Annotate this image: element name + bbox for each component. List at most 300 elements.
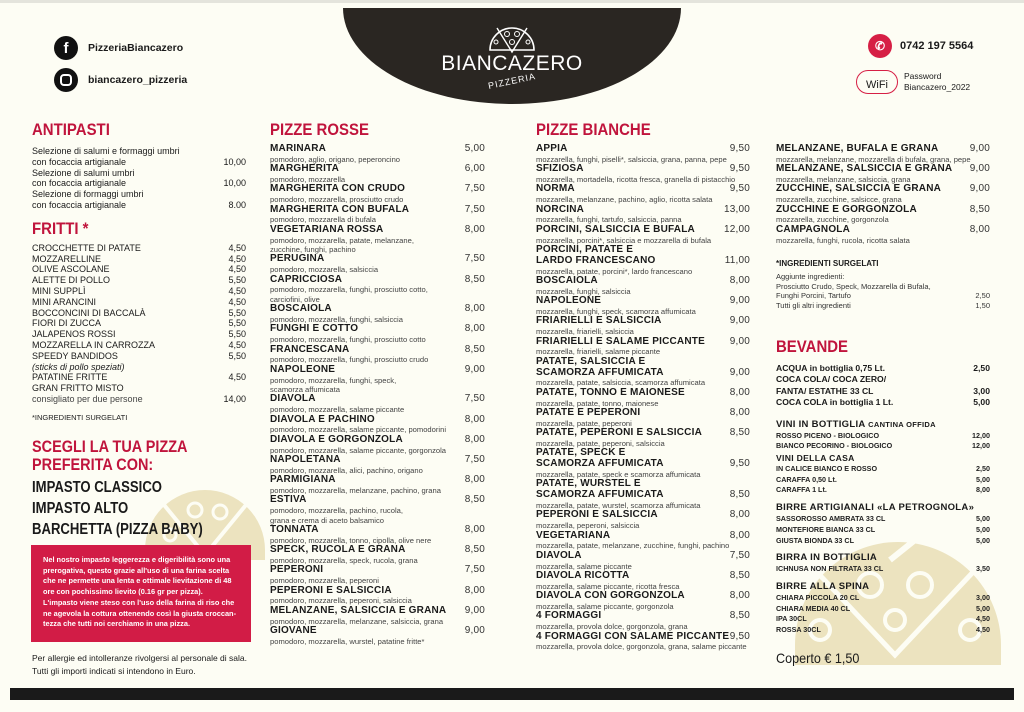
item-name: MOZZARELLA IN CARROZZA <box>32 339 156 350</box>
menu-item <box>776 301 990 311</box>
pizza-name-row <box>270 144 485 155</box>
pizza-ingredients: pomodoro, mozzarella, salame piccante, gorgonzola <box>270 445 447 455</box>
item-price: 4,50 <box>976 614 990 624</box>
pizza-ingredients: mozzarella, provola dolce, gorgonzola, grana, salame piccante <box>536 642 747 652</box>
pizza-name: NORMA <box>536 183 575 195</box>
pizza-name-row <box>776 164 990 175</box>
pizza-item <box>536 164 750 184</box>
pizza-name: MARGHERITA CON BUFALA <box>270 203 410 215</box>
menu-item <box>32 308 246 319</box>
pizza-name: BOSCAIOLA <box>536 275 598 287</box>
item-price: 12,00 <box>972 441 990 451</box>
pizza-item <box>536 510 750 530</box>
pizza-ingredients: pomodoro, mozzarella, funghi, prosciutto cotto, carciofini, olive <box>270 285 428 304</box>
antipasto-line1 <box>32 146 246 157</box>
pizza-name: SFIZIOSA <box>536 163 584 175</box>
menu-item <box>32 351 246 362</box>
item-name: CARAFFA 1 Lt. <box>776 485 827 495</box>
menu-item <box>776 475 990 486</box>
menu-item <box>32 394 246 405</box>
pizza-price: 9,00 <box>464 363 485 375</box>
item-price: 5,00 <box>976 524 990 534</box>
pizza-name-row <box>536 164 750 175</box>
instagram-link[interactable] <box>54 68 187 92</box>
pizza-item <box>536 296 750 316</box>
pizza-item <box>536 611 750 631</box>
pizza-name-row <box>270 565 485 576</box>
pizza-ingredients: pomodoro, mozzarella, alici, pachino, origano <box>270 465 423 475</box>
item-price: 5,50 <box>228 275 246 286</box>
pizza-name-row <box>536 296 750 307</box>
pizza-ingredients: pomodoro, mozzarella, patate, melanzane, zucchine, funghi, pachino <box>270 235 414 255</box>
pizza-ingredients: mozzarella, melanzane, pachino, aglio, ricotta salata <box>536 195 713 205</box>
dough-info-box: Nel nostro impasto leggerezza e digeribilità sono una prerogativa, questo grazie all'uso di una farina scelta che ne permette una lenta e ottimale lievitazione di 48 ore con pochissimo lievito (0.16 gr per pizza). L'impasto viene steso con l'uso della farina di riso che ne agevola la cottura ottenendo così la giusta croccan- tezza che tutti noi cerchiamo in una pizza. <box>31 545 251 642</box>
pizza-ingredients: pomodoro, aglio, origano, peperoncino <box>270 154 401 164</box>
menu-item <box>32 286 246 297</box>
wifi-icon <box>856 70 898 94</box>
frozen-note: *INGREDIENTI SURGELATI <box>32 412 128 422</box>
pizza-ingredients: mozzarella, patate, tonno, maionese <box>536 398 659 408</box>
pizza-name: DIAVOLA E PACHINO <box>270 413 375 425</box>
pizza-name-row <box>270 455 485 466</box>
pizza-price: 7,50 <box>464 253 485 265</box>
menu-item <box>32 372 246 383</box>
pizza-price: 8,00 <box>464 433 485 445</box>
antipasto-price: 10,00 <box>223 178 246 189</box>
item-name: MINI ARANCINI <box>32 296 97 307</box>
pizza-name-row <box>536 591 750 602</box>
menu-item <box>32 243 246 254</box>
pizza-item <box>536 276 750 296</box>
pizza-name: MARGHERITA CON CRUDO <box>270 183 406 195</box>
pizza-name-row <box>536 144 750 155</box>
pizza-name: ZUCCHINE, SALSICCIA E GRANA <box>776 183 942 195</box>
pizza-item <box>776 205 990 225</box>
pizza-price: 8,50 <box>464 544 485 556</box>
pizza-item <box>270 545 485 565</box>
pizza-name: PATATE, SALSICCIA E SCAMORZA AFFUMICATA <box>536 355 664 378</box>
antipasto-desc: con focaccia artigianale <box>32 199 127 210</box>
menu-item <box>776 441 990 452</box>
antipasto-desc: con focaccia artigianale <box>32 178 127 189</box>
pizza-name-row <box>270 435 485 446</box>
pizza-price: 9,00 <box>969 183 990 195</box>
pizza-name-row <box>270 606 485 617</box>
dough-option: IMPASTO CLASSICO <box>32 479 162 496</box>
pizza-item <box>776 225 990 245</box>
pizza-ingredients: mozzarella, patate, wurstel, scamorza affumicata <box>536 501 701 511</box>
pizza-price: 8,00 <box>464 524 485 536</box>
pizze-bianche-continued <box>776 144 990 310</box>
dough-option: BARCHETTA (PIZZA BABY) <box>32 521 203 538</box>
pizza-item <box>270 205 485 225</box>
pizza-item <box>270 415 485 435</box>
item-name: IPA 30CL <box>776 614 807 624</box>
pizze-rosse-title: PIZZE ROSSE <box>270 120 369 139</box>
pizza-name-row <box>270 205 485 216</box>
pizza-price: 8,00 <box>729 275 750 287</box>
pizza-item <box>536 591 750 611</box>
pizza-ingredients: mozzarella, porcini*, salsiccia e mozzarella di bufala <box>536 235 712 245</box>
item-name: OLIVE ASCOLANE <box>32 264 110 275</box>
item-name: CROCCHETTE DI PATATE <box>32 242 141 253</box>
pizza-item <box>776 144 990 164</box>
pizza-item <box>270 164 485 184</box>
pizza-item <box>536 316 750 336</box>
pizza-price: 8,00 <box>464 413 485 425</box>
pizza-name-row <box>536 316 750 327</box>
craft-beer-title: BIRRE ARTIGIANALI «LA PETROGNOLA» <box>776 502 975 514</box>
facebook-link[interactable] <box>54 36 183 60</box>
pizza-price: 9,00 <box>729 366 750 378</box>
pizza-item <box>270 365 485 395</box>
pizza-name-row <box>536 571 750 582</box>
pizza-item <box>270 525 485 545</box>
pizza-item <box>536 184 750 204</box>
pizza-item <box>536 571 750 591</box>
pizza-ingredients: pomodoro, mozzarella, pachino, rucola, grana e crema di aceto balsamico <box>270 506 403 525</box>
item-name: MINI SUPPLÌ <box>32 285 86 296</box>
phone-icon: ✆ <box>868 34 892 58</box>
menu-item <box>32 383 246 394</box>
pizza-price: 8,50 <box>969 203 990 215</box>
pizza-name: PEPERONI <box>270 564 324 576</box>
pizza-name-row <box>536 225 750 236</box>
pizza-name-row <box>270 586 485 597</box>
item-name: ACQUA in bottiglia 0,75 Lt. <box>776 363 886 373</box>
phone-link[interactable] <box>868 34 973 58</box>
pizza-ingredients: mozzarella, friarielli, salame piccante <box>536 347 661 357</box>
pizza-price: 9,50 <box>729 458 750 470</box>
menu-item <box>776 614 990 625</box>
menu-item <box>776 485 990 496</box>
pizza-name-row <box>270 365 485 376</box>
pizza-price: 5,00 <box>464 143 485 154</box>
item-name: JALAPENOS ROSSI <box>32 329 116 340</box>
facebook-icon: f <box>54 36 78 60</box>
pizza-name: PORCINI, SALSICCIA E BUFALA <box>536 223 695 235</box>
pizza-item <box>270 565 485 585</box>
pizza-name: DIAVOLA <box>270 393 316 405</box>
item-price: 1,50 <box>975 300 990 310</box>
pizza-price: 9,00 <box>464 604 485 616</box>
item-name: GIUSTA BIONDA 33 CL <box>776 535 855 545</box>
pizza-ingredients: mozzarella, patate, melanzane, zucchine, funghi, pachino <box>536 541 730 551</box>
frozen-note: *INGREDIENTI SURGELATI <box>776 259 879 269</box>
pizza-name-row <box>536 337 750 348</box>
pizza-item <box>536 531 750 551</box>
pizza-price: 8,00 <box>464 323 485 335</box>
pizza-ingredients: mozzarella, patate, salsiccia, scamorza affumicata <box>536 378 706 388</box>
menu-item <box>776 282 990 301</box>
pizza-name: APPIA <box>536 143 568 154</box>
bottom-bar <box>10 688 1014 700</box>
pizza-name: ZUCCHINE E GORGONZOLA <box>776 203 917 215</box>
item-price: 2,50 <box>973 363 990 373</box>
item-price: 4,50 <box>228 242 246 253</box>
pizza-name: PATATE, WURSTEL E SCAMORZA AFFUMICATA <box>536 478 664 501</box>
item-name: ROSSO PICENO - BIOLOGICO <box>776 430 880 440</box>
house-wine-title: VINI DELLA CASA <box>776 453 855 464</box>
pizza-price: 8,50 <box>464 494 485 506</box>
item-name: COCA COLA/ COCA ZERO/ FANTA/ ESTATHE 33 CL <box>776 374 887 396</box>
pizza-name: VEGETARIANA ROSSA <box>270 223 384 235</box>
logo-subtitle: PIZZERIA <box>487 71 537 91</box>
pizza-ingredients: pomodoro, mozzarella, funghi, salsiccia <box>270 315 403 325</box>
pizza-price: 8,50 <box>464 273 485 285</box>
menu-item <box>32 275 246 286</box>
pizza-name-row <box>270 475 485 486</box>
pizza-name: PATATE E PEPERONI <box>536 407 641 419</box>
pizza-item <box>270 394 485 414</box>
pizza-price: 8,00 <box>729 386 750 398</box>
pizza-name-row <box>270 626 485 637</box>
pizza-ingredients: pomodoro, mozzarella, speck, rucola, grana <box>270 556 418 566</box>
pizza-name: CAPRICCIOSA <box>270 273 343 285</box>
pizza-price: 8,50 <box>729 489 750 501</box>
pizza-name: FRIARIELLI E SALSICCIA <box>536 315 662 327</box>
pizza-name-row <box>270 304 485 315</box>
item-name: ALETTE DI POLLO <box>32 275 111 286</box>
pizza-name-row <box>536 408 750 419</box>
pizza-ingredients: mozzarella, funghi, rucola, ricotta salata <box>776 235 910 245</box>
pizza-name-row <box>536 448 750 470</box>
choose-title-line2: PREFERITA CON: <box>32 455 154 474</box>
pizza-price: 9,00 <box>969 143 990 154</box>
pizza-name-row <box>536 205 750 216</box>
bevande-section <box>776 337 990 666</box>
pizza-ingredients: pomodoro, mozzarella <box>270 175 346 184</box>
pizza-ingredients: mozzarella, funghi, tartufo, salsiccia, panna <box>536 215 682 225</box>
pizza-name: MELANZANE, BUFALA E GRANA <box>776 143 939 154</box>
pizza-name-row <box>270 415 485 426</box>
pizza-ingredients: mozzarella, salame piccante, ricotta fresca <box>536 581 680 591</box>
item-price: 4,50 <box>228 296 246 307</box>
tap-beer-title: BIRRE ALLA SPINA <box>776 580 870 592</box>
pizza-name-row <box>536 388 750 399</box>
pizza-ingredients: pomodoro, mozzarella di bufala <box>270 215 376 225</box>
pizza-item <box>270 324 485 344</box>
pizza-name: FRANCESCANA <box>270 343 350 355</box>
pizza-name: DIAVOLA <box>536 549 582 561</box>
menu-item <box>776 397 990 408</box>
pizza-name: MELANZANE, SALSICCIA E GRANA <box>270 604 447 616</box>
antipasto-line2 <box>32 200 246 211</box>
pizza-ingredients: pomodoro, mozzarella, tonno, cipolla, olive nere <box>270 535 432 545</box>
pizza-price: 8,00 <box>464 584 485 596</box>
pizza-ingredients: pomodoro, mozzarella, melanzane, pachino, grana <box>270 486 441 496</box>
menu-item <box>776 593 990 604</box>
pizza-name: PATATE, PEPERONI E SALSICCIA <box>536 427 702 439</box>
pizza-price: 7,50 <box>729 549 750 561</box>
item-price: 3,00 <box>976 592 990 602</box>
wine-title-text: VINI IN BOTTIGLIA <box>776 418 866 430</box>
pizza-name: NAPOLEONE <box>270 363 336 375</box>
item-price: 2,50 <box>976 464 990 474</box>
antipasto-price: 8.00 <box>228 199 246 210</box>
instagram-icon <box>54 68 78 92</box>
pizza-name-row <box>536 428 750 439</box>
item-price: 4,50 <box>228 285 246 296</box>
pizza-ingredients: mozzarella, salame piccante <box>536 561 632 571</box>
pizza-price: 6,00 <box>464 163 485 175</box>
cover-charge: Coperto € 1,50 <box>776 649 860 666</box>
pizza-ingredients: mozzarella, melanzane, salsiccia, grana <box>776 175 911 184</box>
pizza-name-row <box>270 545 485 556</box>
pizza-ingredients: mozzarella, funghi, speck, scamorza affumicata <box>536 307 696 317</box>
pizza-price: 9,00 <box>729 295 750 307</box>
pizza-price: 8,50 <box>729 570 750 582</box>
pizza-item <box>270 225 485 255</box>
bevande-title: BEVANDE <box>776 337 849 356</box>
pizza-name: PEPERONI E SALSICCIA <box>270 584 392 596</box>
pizza-name: DIAVOLA E GORGONZOLA <box>270 433 403 445</box>
item-price: 4,50 <box>228 372 246 383</box>
pizza-item <box>776 164 990 184</box>
pizza-name-row <box>536 479 750 501</box>
item-name: Tutti gli altri ingredienti <box>776 300 851 310</box>
item-price: 8,00 <box>976 485 990 495</box>
pizza-ingredients: pomodoro, mozzarella, salame piccante, pomodorini <box>270 425 447 435</box>
item-price: 5,00 <box>973 397 990 408</box>
logo-title: BIANCAZERO <box>441 52 583 75</box>
menu-item <box>776 363 990 374</box>
pizza-price: 8,50 <box>729 610 750 622</box>
antipasto-line2 <box>32 178 246 189</box>
pizza-name-row <box>536 245 750 267</box>
pizza-price: 9,00 <box>729 315 750 327</box>
pizza-name: NORCINA <box>536 203 585 215</box>
item-price: 5,50 <box>228 318 246 329</box>
wifi-info <box>856 70 970 94</box>
item-name: Prosciutto Crudo, Speck, Mozzarella di Bufala, Funghi Porcini, Tartufo <box>776 281 931 301</box>
pizza-name: PATATE, SPECK E SCAMORZA AFFUMICATA <box>536 447 664 470</box>
item-price: 12,00 <box>972 430 990 440</box>
pizza-ingredients: mozzarella, zucchine, gorgonzola <box>776 215 889 225</box>
item-name: SASSOROSSO AMBRATA 33 CL <box>776 514 886 524</box>
menu-item <box>32 340 246 351</box>
pizza-name-row <box>776 144 990 155</box>
pizza-name-row <box>270 525 485 536</box>
item-name: PATATINE FRITTE <box>32 372 108 383</box>
pizza-item <box>536 245 750 276</box>
antipasto-price: 10,00 <box>223 156 246 167</box>
pizza-item <box>536 357 750 388</box>
item-name: IN CALICE BIANCO E ROSSO <box>776 464 878 474</box>
wine-title <box>776 419 990 431</box>
pizza-name-row <box>270 275 485 286</box>
wifi-password-label: Password <box>904 71 942 81</box>
pizza-item <box>270 475 485 495</box>
pizza-price: 11,00 <box>724 254 750 266</box>
antipasti-section <box>32 120 246 422</box>
menu-item <box>776 604 990 615</box>
pizza-name-row <box>536 632 750 643</box>
menu-item <box>32 329 246 340</box>
pizza-price: 8,00 <box>729 509 750 521</box>
pizza-price: 9,00 <box>464 625 485 637</box>
antipasto-line1 <box>32 189 246 200</box>
item-name: BOCCONCINI DI BACCALÀ <box>32 307 146 318</box>
antipasto-desc: Selezione di salumi e formaggi umbri <box>32 146 180 156</box>
pizza-ingredients: mozzarella, patate, porcini*, lardo francescano <box>536 266 693 276</box>
pizza-price: 9,50 <box>729 630 750 642</box>
pizza-price: 9,50 <box>729 143 750 154</box>
pizza-name: PERUGINA <box>270 253 325 265</box>
pizze-bianche-section <box>536 120 750 652</box>
pizza-price: 7,50 <box>464 393 485 405</box>
pizza-ingredients: pomodoro, mozzarella, peperoni <box>270 576 379 586</box>
item-price: 5,50 <box>228 329 246 340</box>
item-price: 3,00 <box>973 385 990 396</box>
pizza-item <box>536 479 750 510</box>
pizza-ingredients: pomodoro, mozzarella, peperoni, salsiccia <box>270 596 412 606</box>
pizza-price: 7,50 <box>464 454 485 466</box>
pizza-ingredients: mozzarella, patate, peperoni, salsiccia <box>536 439 665 449</box>
pizza-price: 9,50 <box>729 183 750 195</box>
pizza-item <box>536 428 750 448</box>
pizza-item <box>270 184 485 204</box>
pizza-item <box>536 144 750 164</box>
item-name: ROSSA 30CL <box>776 625 821 635</box>
item-name: COCA COLA in bottiglia 1 Lt. <box>776 397 894 408</box>
instagram-handle: biancazero_pizzeria <box>88 74 188 86</box>
item-price: 4,50 <box>228 253 246 264</box>
item-price: 5,00 <box>976 535 990 545</box>
item-name: BIANCO PECORINO - BIOLOGICO <box>776 441 893 451</box>
menu-item <box>776 564 990 575</box>
item-name: MOZZARELLINE <box>32 253 102 264</box>
pizza-name-row <box>536 510 750 521</box>
pizza-name: ESTIVA <box>270 494 307 506</box>
pizza-price: 8,00 <box>729 407 750 419</box>
fritti-title: FRITTI * <box>32 218 89 238</box>
pizza-name: TONNATA <box>270 524 319 536</box>
wifi-password: Biancazero_2022 <box>904 82 971 92</box>
pizza-name: DIAVOLA CON GORGONZOLA <box>536 590 685 602</box>
pizza-ingredients: mozzarella, mortadella, ricotta fresca, granella di pistacchio <box>536 175 736 184</box>
pizza-ingredients: pomodoro, mozzarella, wurstel, patatine fritte* <box>270 636 425 646</box>
pizza-ingredients: mozzarella, provola dolce, gorgonzola, grana <box>536 622 688 632</box>
allergy-note: Per allergie ed intolleranze rivolgersi al personale di sala. Tutti gli importi indicati si intendono in Euro. <box>32 653 247 676</box>
pizza-name: SPECK, RUCOLA E GRANA <box>270 544 406 556</box>
pizza-name-row <box>270 394 485 405</box>
pizza-ingredients: mozzarella, melanzane, mozzarella di bufala, grana, pepe <box>776 154 971 164</box>
pizza-name: PATATE, TONNO E MAIONESE <box>536 386 685 398</box>
pizza-ingredients: mozzarella, zucchine, salsicce, grana <box>776 195 902 205</box>
pizza-item <box>270 275 485 305</box>
pizza-name-row <box>270 225 485 236</box>
dough-choice <box>32 438 257 540</box>
item-name: consigliato per due persone <box>32 393 143 404</box>
item-name: MONTEFIORE BIANCA 33 CL <box>776 524 876 534</box>
menu-item <box>776 514 990 525</box>
menu-item <box>776 374 990 397</box>
pizza-ingredients: mozzarella, salame piccante, gorgonzola <box>536 602 674 612</box>
item-price: 4,50 <box>228 264 246 275</box>
menu-item <box>32 362 246 373</box>
pizza-price: 7,50 <box>464 203 485 215</box>
pizza-name-row <box>776 184 990 195</box>
pizza-ingredients: mozzarella, patate, speck e scamorza affumicata <box>536 470 701 480</box>
pizza-price: 8,00 <box>464 474 485 486</box>
pizza-name: BOSCAIOLA <box>270 303 332 315</box>
pizza-logo-icon <box>487 20 537 54</box>
logo-banner <box>343 8 681 104</box>
antipasto-desc: con focaccia artigianale <box>32 156 127 167</box>
pizza-item <box>536 551 750 571</box>
pizza-price: 9,00 <box>729 335 750 347</box>
